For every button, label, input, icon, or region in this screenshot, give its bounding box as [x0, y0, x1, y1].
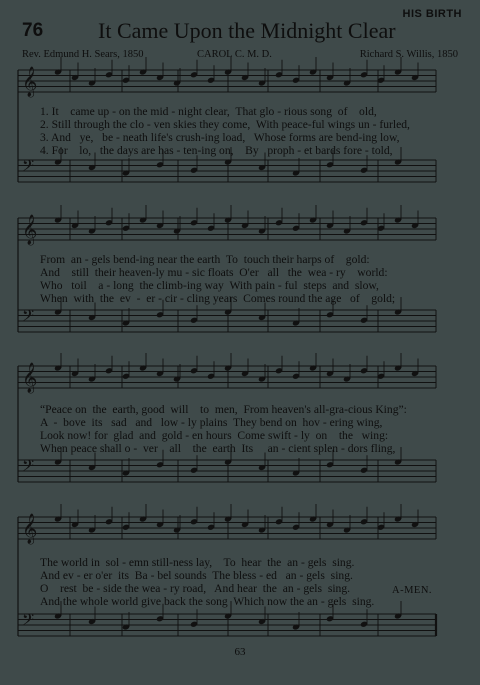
lyric-line: And ev - er o'er its Ba - bel sounds The bless - ed an - gels sing. — [40, 569, 353, 582]
lyric-line: And the whole world give back the song Which now the an - gels sing. — [40, 595, 375, 608]
lyric-line: 4. For lo, the days are has - ten-ing on, By proph - et bards fore - told, — [40, 144, 393, 157]
lyric-line: When with the ev - er - cir - cling years Comes round the age of gold; — [40, 292, 396, 305]
treble-clef-icon: 𝄞 — [22, 514, 38, 544]
lyric-line: A - bove its sad and low - ly plains They bend on hov - ering wing, — [40, 416, 383, 429]
hymn-number: 76 — [22, 20, 44, 41]
text-author-credit: Rev. Edmund H. Sears, 1850 — [22, 49, 144, 60]
lyric-line: 3. And ye, be - neath life's crush-ing load, Whose forms are bend-ing low, — [40, 131, 400, 144]
treble-clef-icon: 𝄞 — [22, 363, 38, 393]
page-number: 63 — [234, 646, 246, 658]
treble-clef-icon: 𝄞 — [22, 67, 38, 97]
lyric-line: O rest be - side the wea - ry road, And hear the an - gels sing. — [40, 582, 351, 595]
lyric-line: Look now! for glad and gold - en hours Come swift - ly on the wing: — [40, 429, 389, 442]
bass-clef-icon: 𝄢 — [22, 611, 35, 633]
lyric-line: 2. Still through the clo - ven skies they come, With peace-ful wings un - furled, — [40, 118, 410, 131]
treble-clef-icon: 𝄞 — [22, 215, 38, 245]
section-heading: HIS BIRTH — [402, 8, 462, 20]
lyric-line: Who toil a - long the climb-ing way With pain - ful steps and slow, — [40, 279, 379, 292]
bass-clef-icon: 𝄢 — [22, 457, 35, 479]
hymn-title: It Came Upon the Midnight Clear — [98, 18, 396, 43]
lyric-line: “Peace on the earth, good will to men, From heaven's all-gra-cious King”: — [40, 403, 407, 416]
tune-name-meter: CAROL C. M. D. — [197, 49, 272, 60]
composer-credit: Richard S. Willis, 1850 — [359, 49, 458, 60]
lyric-line: And still their heaven-ly mu - sic floats O'er all the wea - ry world: — [40, 266, 388, 279]
lyric-line: 1. It came up - on the mid - night clear, That glo - rious song of old, — [40, 105, 377, 118]
lyric-line: The world in sol - emn still-ness lay, To hear the an - gels sing. — [40, 556, 355, 569]
bass-clef-icon: 𝄢 — [22, 307, 35, 329]
lyric-line: From an - gels bend-ing near the earth To touch their harps of gold: — [40, 253, 370, 266]
amen-label: A-MEN. — [392, 585, 433, 596]
bass-clef-icon: 𝄢 — [22, 157, 35, 179]
lyric-line: When peace shall o - ver all the earth Its an - cient splen - dors fling, — [40, 442, 396, 455]
